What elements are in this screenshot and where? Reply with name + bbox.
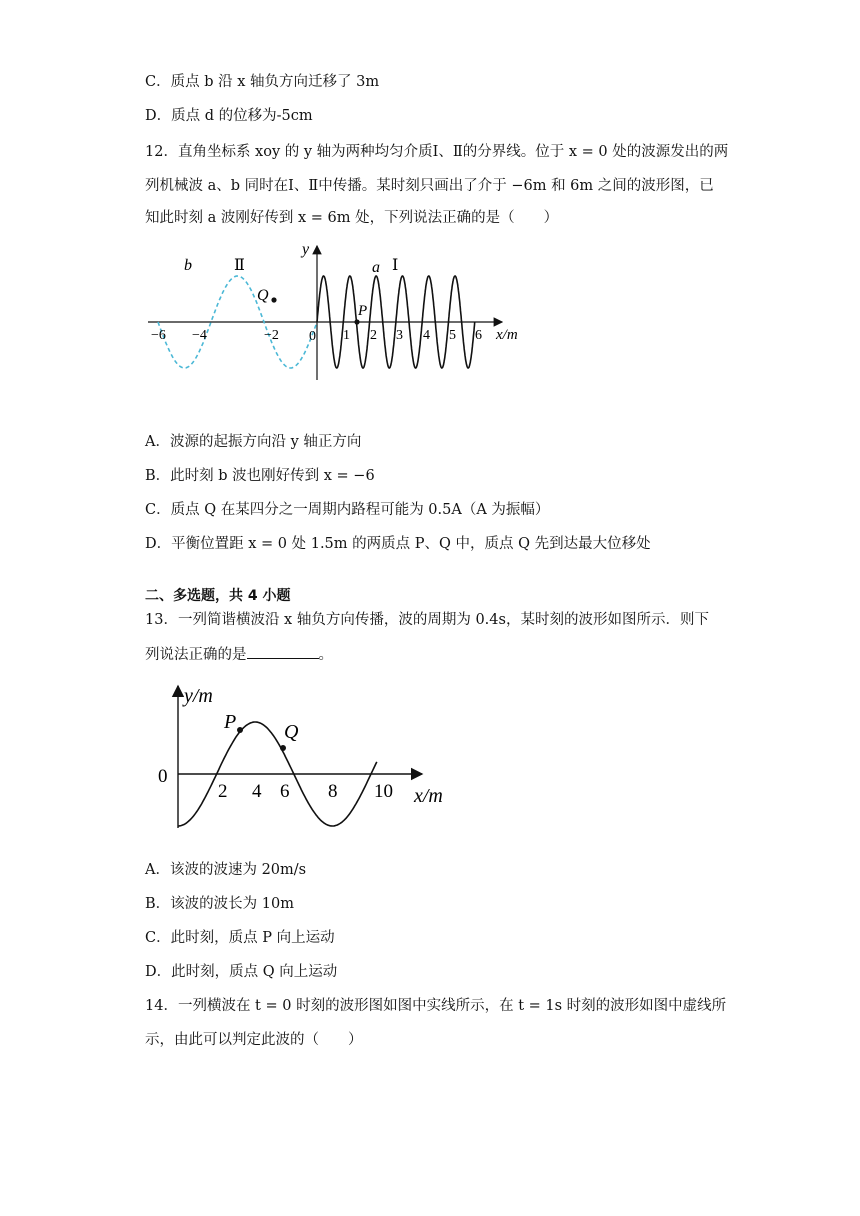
point-q-label: Q	[284, 721, 299, 743]
positive-ticks	[343, 328, 482, 343]
tick-label: 5	[449, 328, 456, 343]
y-axis-label: y	[302, 241, 310, 258]
figure-12-wave-graph	[140, 238, 560, 388]
tick-label: 10	[374, 781, 393, 802]
question-12-line-1: 12．直角坐标系 xoy 的 y 轴为两种均匀介质Ⅰ、Ⅱ的分界线。位于 x = 0 处的波源发出的两	[145, 144, 729, 160]
y-axis-label: y/m	[184, 685, 213, 707]
option-13b: B．该波的波长为 10m	[145, 896, 294, 912]
question-14-line-1: 14．一列横波在 t = 0 时刻的波形图如图中实线所示，在 t = 1s 时刻的波形如图中虚线所	[145, 998, 727, 1014]
tick-label: −2	[264, 328, 279, 343]
option-12d: D．平衡位置距 x = 0 处 1.5m 的两质点 P、Q 中，质点 Q 先到达最大位移处	[145, 536, 651, 552]
question-13-end: 。	[318, 647, 333, 663]
option-12c: C．质点 Q 在某四分之一周期内路程可能为 0.5A（A 为振幅）	[145, 502, 550, 518]
medium-2-label: Ⅱ	[234, 257, 245, 274]
option-12a: A．波源的起振方向沿 y 轴正方向	[145, 434, 362, 450]
question-12-line-2: 列机械波 a、b 同时在Ⅰ、Ⅱ中传播。某时刻只画出了介于 −6m 和 6m 之间的波形图，已	[145, 178, 714, 194]
x-axis-label: x/m	[414, 785, 443, 807]
question-12-line-3: 知此时刻 a 波刚好传到 x = 6m 处，下列说法正确的是（ ）	[145, 210, 559, 226]
question-13-text: 列说法正确的是	[145, 647, 247, 663]
option-11d: D．质点 d 的位移为-5cm	[145, 108, 313, 124]
tick-label: 4	[423, 328, 430, 343]
x-axis-label: x/m	[496, 327, 518, 343]
option-13c: C．此时刻，质点 P 向上运动	[145, 930, 335, 946]
point-p-dot	[237, 727, 243, 733]
figure-13-wave-graph	[150, 676, 460, 846]
tick-label: −4	[192, 328, 207, 343]
tick-label: 6	[280, 781, 290, 802]
question-14-line-2: 示，由此可以判定此波的（ ）	[145, 1032, 363, 1048]
option-11c: C．质点 b 沿 x 轴负方向迁移了 3m	[145, 74, 380, 90]
point-q-dot	[280, 745, 286, 751]
tick-label: 2	[218, 781, 228, 802]
origin-label: 0	[158, 766, 168, 787]
tick-label: 3	[396, 328, 403, 343]
point-p-label: P	[358, 303, 368, 319]
wave-b-label: b	[184, 257, 192, 274]
wave-a-label: a	[372, 259, 380, 276]
point-q-dot	[271, 297, 276, 302]
tick-label: 4	[252, 781, 262, 802]
question-13-line-2	[145, 644, 333, 665]
tick-label: 2	[370, 328, 377, 343]
question-13-line-1: 13．一列简谐横波沿 x 轴负方向传播，波的周期为 0.4s，某时刻的波形如图所示．则下	[145, 612, 709, 628]
point-p-label: P	[224, 711, 237, 733]
tick-label: −6	[151, 328, 166, 343]
tick-label: 1	[343, 328, 350, 343]
option-13a: A．该波的波速为 20m/s	[145, 862, 307, 878]
option-12b: B．此时刻 b 波也刚好传到 x = −6	[145, 468, 375, 484]
medium-1-label: Ⅰ	[392, 257, 399, 274]
tick-label: 6	[475, 328, 482, 343]
tick-label: 8	[328, 781, 338, 802]
answer-blank	[247, 644, 319, 659]
negative-ticks	[151, 328, 279, 343]
section-heading: 二、多选题，共 4 小题	[145, 588, 291, 604]
point-q-label: Q	[257, 287, 269, 304]
option-13d: D．此时刻，质点 Q 向上运动	[145, 964, 338, 980]
origin-label: 0	[309, 329, 316, 344]
point-p-dot	[354, 319, 359, 324]
